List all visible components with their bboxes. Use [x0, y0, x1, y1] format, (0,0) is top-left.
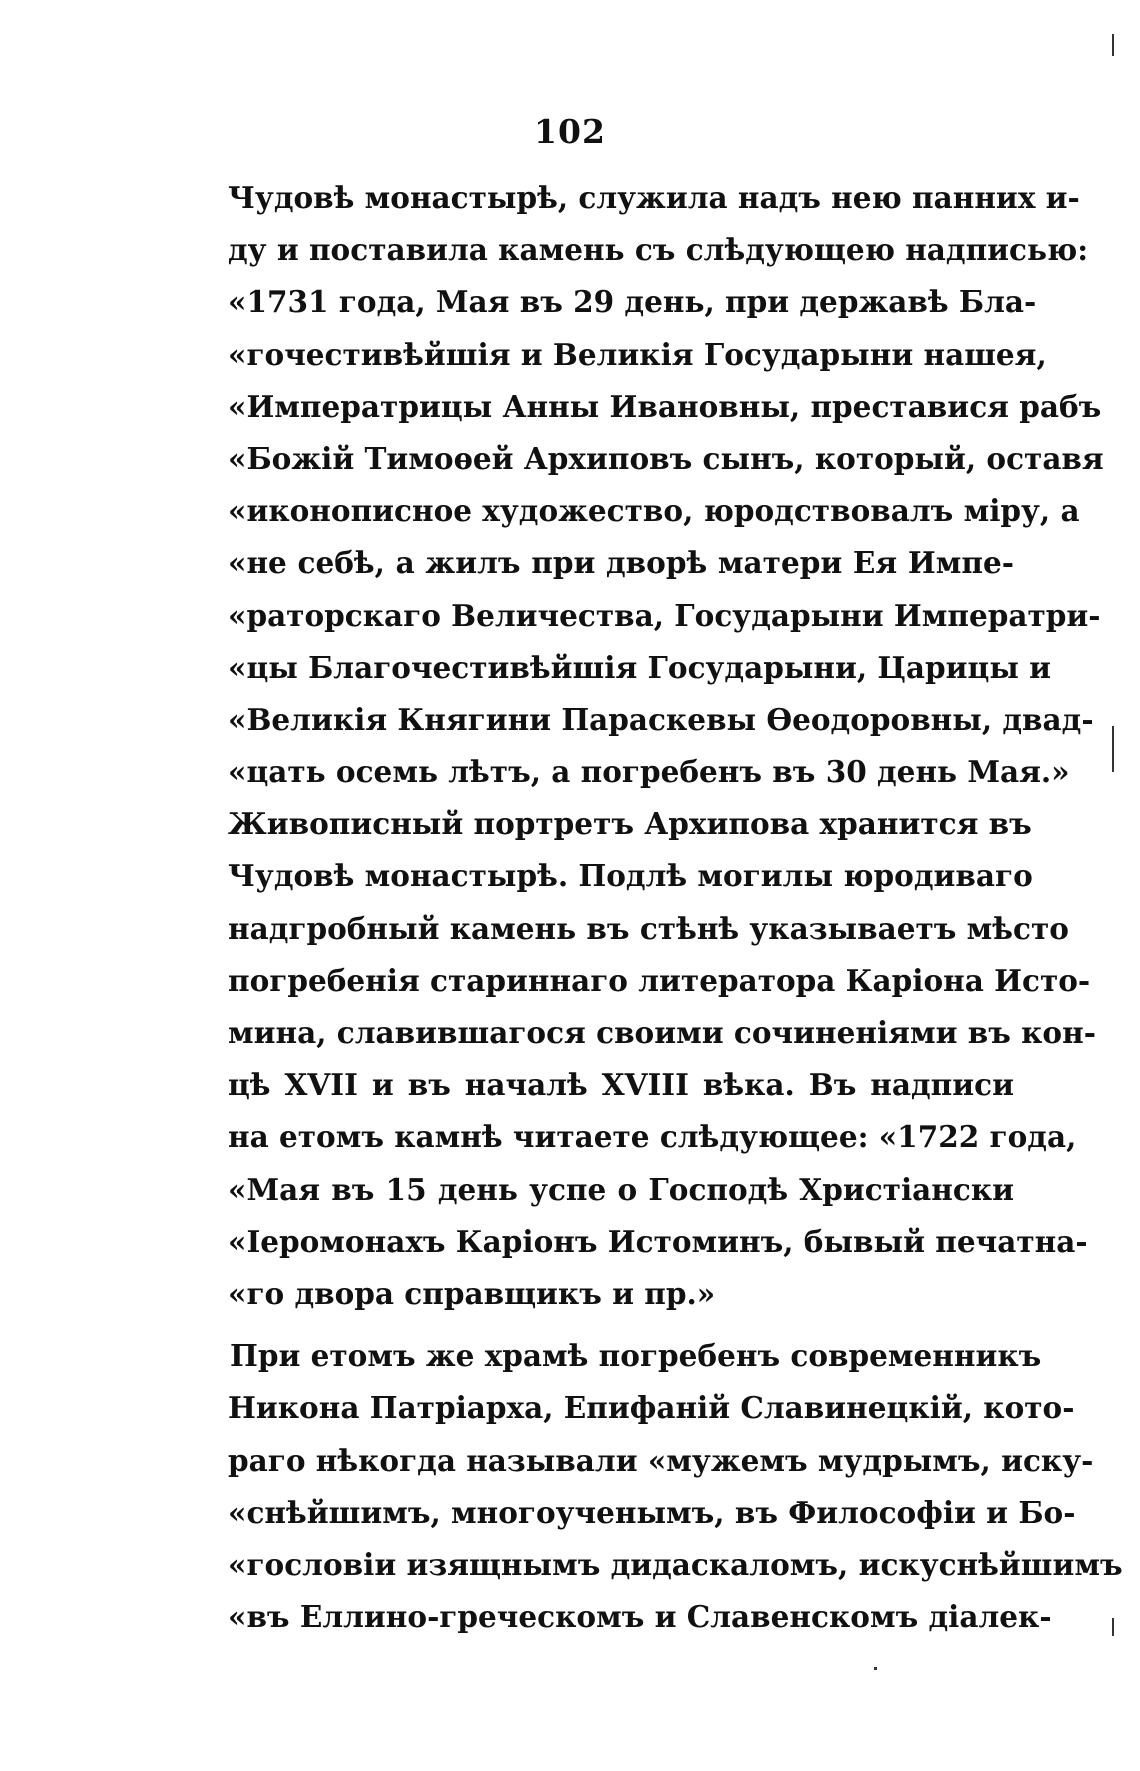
scan-artifact [1112, 34, 1114, 56]
text-line: на етомъ камнѣ читаете слѣдующее: «1722 года, [228, 1119, 1077, 1155]
text-line: «иконописное художество, юродствовалъ міру, а [228, 493, 1080, 529]
paragraph-2 [228, 1330, 1123, 1643]
scan-artifact [874, 1667, 877, 1670]
text-line: Живописный портретъ Архипова хранится въ [228, 806, 1032, 842]
paragraph-1 [228, 172, 1104, 1320]
text-line: «цы Благочестивѣйшія Государыни, Царицы и [228, 649, 1052, 685]
text-line: «въ Еллино-греческомъ и Славенскомъ діалек- [228, 1599, 1052, 1635]
text-line: раго нѣкогда называли «мужемъ мудрымъ, иску- [228, 1442, 1094, 1478]
text-line: «гочестивѣйшія и Великія Государыни нашея, [228, 336, 1047, 372]
body-text [228, 172, 1123, 1643]
paragraph-gap [228, 1320, 1014, 1330]
text-line: «Великія Княгини Параскевы Ѳеодоровны, двад- [228, 701, 1094, 737]
text-line: Никона Патріарха, Епифаній Славинецкій, кото- [228, 1390, 1075, 1426]
text-line: погребенія стариннаго литератора Каріона Исто- [228, 962, 1091, 998]
text-line: «Мая въ 15 день успе о Господѣ Христіански [228, 1171, 1014, 1207]
text-line: «го двора справщикъ и пр.» [228, 1275, 716, 1311]
page-number: 102 [534, 112, 606, 151]
scan-artifact [1112, 1618, 1114, 1636]
scan-artifact [1112, 726, 1114, 772]
text-line: «Іеромонахъ Каріонъ Истоминъ, бывый печатна- [228, 1223, 1088, 1259]
text-line: «1731 года, Мая въ 29 день, при державѣ Бла- [228, 284, 1037, 320]
text-line: «не себѣ, а жилъ при дворѣ матери Ея Импе- [228, 545, 1014, 581]
text-line: «Божій Тимоѳей Архиповъ сынъ, который, оставя [228, 440, 1104, 476]
text-line: Чудовѣ монастырѣ. Подлѣ могилы юродиваго [228, 858, 1033, 894]
text-line: ду и поставила камень съ слѣдующею надписью: [228, 232, 1089, 268]
text-line: надгробный камень въ стѣнѣ указываетъ мѣсто [228, 910, 1069, 946]
text-line: «Императрицы Анны Ивановны, преставися рабъ [228, 388, 1102, 424]
text-line: «раторскаго Величества, Государыни Императри- [228, 597, 1101, 633]
text-line: «цать осемь лѣтъ, а погребенъ въ 30 день Мая.» [228, 754, 1070, 790]
text-line: «гословіи изящнымъ дидаскаломъ, искуснѣйшимъ [228, 1546, 1123, 1582]
text-line: «снѣйшимъ, многоученымъ, въ Философіи и Бо- [228, 1494, 1076, 1530]
text-line: При етомъ же храмѣ погребенъ современникъ [230, 1338, 1042, 1374]
text-line: цѣ XVII и въ началѣ XVIII вѣка. Въ надписи [228, 1067, 1014, 1103]
text-line: мина, славившагося своими сочиненіями въ кон- [228, 1015, 1096, 1050]
text-line: Чудовѣ монастырѣ, служила надъ нею панних и- [228, 180, 1080, 215]
